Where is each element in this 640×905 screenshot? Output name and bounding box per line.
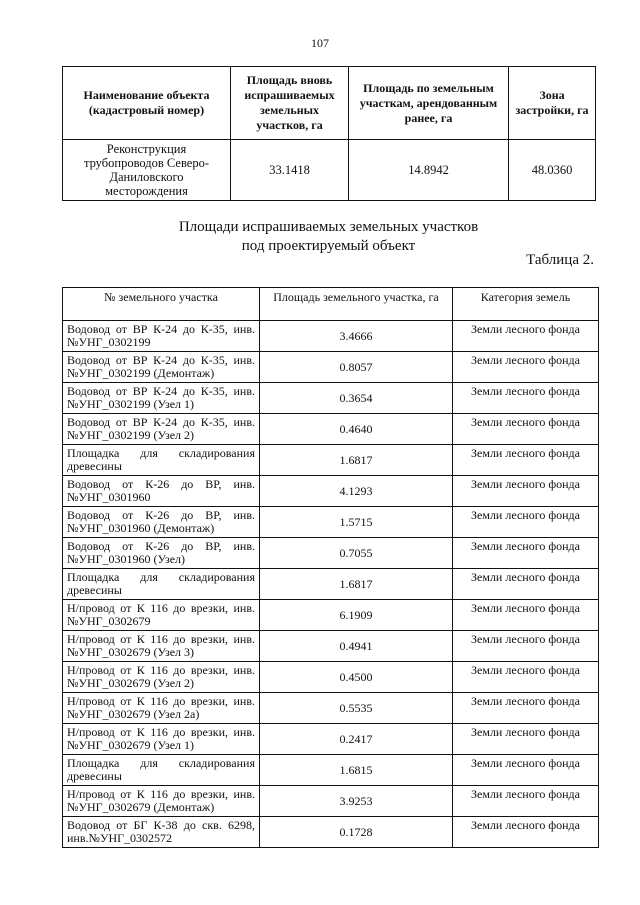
plot-category-cell: Земли лесного фонда (453, 352, 599, 383)
new-area-cell: 33.1418 (231, 140, 349, 201)
plot-name-cell: Н/провод от К 116 до врезки, инв.№УНГ_0302679 (63, 600, 260, 631)
plot-category-cell: Земли лесного фонда (453, 786, 599, 817)
section-heading-line-2: под проектируемый объект (241, 238, 416, 254)
header-leased-area: Площадь по земельным участкам, арендованным ранее, га (349, 67, 509, 140)
plot-category-cell: Земли лесного фонда (453, 445, 599, 476)
table-row (63, 600, 599, 631)
plot-name-cell: Н/провод от К 116 до врезки, инв.№УНГ_0302679 (Узел 2а) (63, 693, 260, 724)
plot-name-cell: Площадка для складирования древесины (63, 445, 260, 476)
plot-category-cell: Земли лесного фонда (453, 662, 599, 693)
table-row (63, 755, 599, 786)
table-row (63, 352, 599, 383)
plot-area-cell: 4.1293 (260, 476, 453, 507)
header-plot-area: Площадь земельного участка, га (260, 288, 453, 321)
plot-area-cell: 0.4640 (260, 414, 453, 445)
plot-area-cell: 0.1728 (260, 817, 453, 848)
plot-name-cell: Площадка для складирования древесины (63, 569, 260, 600)
plot-category-cell: Земли лесного фонда (453, 724, 599, 755)
plot-area-cell: 0.4500 (260, 662, 453, 693)
table-row (63, 538, 599, 569)
plot-name-cell: Водовод от ВР К-24 до К-35, инв.№УНГ_0302199 (Демонтаж) (63, 352, 260, 383)
plot-category-cell: Земли лесного фонда (453, 693, 599, 724)
plot-category-cell: Земли лесного фонда (453, 414, 599, 445)
table-label: Таблица 2. (526, 252, 594, 268)
plot-category-cell: Земли лесного фонда (453, 383, 599, 414)
page-number: 107 (311, 36, 329, 50)
plot-name-cell: Водовод от К-26 до ВР, инв.№УНГ_0301960 (63, 476, 260, 507)
summary-table (62, 66, 596, 201)
plot-name-cell: Водовод от К-26 до ВР, инв.№УНГ_0301960 (Демонтаж) (63, 507, 260, 538)
plot-category-cell: Земли лесного фонда (453, 817, 599, 848)
table-row (63, 693, 599, 724)
plot-name-cell: Н/провод от К 116 до врезки, инв.№УНГ_0302679 (Узел 2) (63, 662, 260, 693)
land-plots-header-row (63, 288, 599, 321)
section-heading (62, 218, 595, 256)
section-heading-line-1: Площади испрашиваемых земельных участков (178, 219, 479, 235)
plot-area-cell: 0.2417 (260, 724, 453, 755)
plot-area-cell: 0.8057 (260, 352, 453, 383)
plot-name-cell: Водовод от ВР К-24 до К-35, инв.№УНГ_0302199 (Узел 2) (63, 414, 260, 445)
plot-name-cell: Водовод от ВР К-24 до К-35, инв.№УНГ_0302199 (63, 321, 260, 352)
header-new-area: Площадь вновь испрашиваемых земельных участков, га (231, 67, 349, 140)
plot-area-cell: 0.4941 (260, 631, 453, 662)
table-row (63, 414, 599, 445)
plot-area-cell: 0.7055 (260, 538, 453, 569)
land-plots-table (62, 287, 599, 848)
table-row (63, 662, 599, 693)
plot-category-cell: Земли лесного фонда (453, 321, 599, 352)
plot-name-cell: Н/провод от К 116 до врезки, инв.№УНГ_0302679 (Узел 3) (63, 631, 260, 662)
plot-area-cell: 0.3654 (260, 383, 453, 414)
table-row (63, 476, 599, 507)
header-plot-number: № земельного участка (63, 288, 260, 321)
table-row (63, 631, 599, 662)
plot-name-cell: Н/провод от К 116 до врезки, инв.№УНГ_0302679 (Демонтаж) (63, 786, 260, 817)
table-row (63, 569, 599, 600)
summary-table-header-row (63, 67, 596, 140)
plot-name-cell: Водовод от К-26 до ВР, инв.№УНГ_0301960 (Узел) (63, 538, 260, 569)
plot-name-cell: Площадка для складирования древесины (63, 755, 260, 786)
plot-name-cell: Н/провод от К 116 до врезки, инв.№УНГ_0302679 (Узел 1) (63, 724, 260, 755)
plot-category-cell: Земли лесного фонда (453, 755, 599, 786)
table-row (63, 383, 599, 414)
plot-area-cell: 1.6817 (260, 569, 453, 600)
plot-category-cell: Земли лесного фонда (453, 600, 599, 631)
plot-category-cell: Земли лесного фонда (453, 476, 599, 507)
header-land-category: Категория земель (453, 288, 599, 321)
header-object-name: Наименование объекта (кадастровый номер) (63, 67, 231, 140)
plot-area-cell: 6.1909 (260, 600, 453, 631)
header-zone: Зона застройки, га (509, 67, 596, 140)
table-row (63, 817, 599, 848)
plot-category-cell: Земли лесного фонда (453, 569, 599, 600)
plot-area-cell: 0.5535 (260, 693, 453, 724)
object-name-cell: Реконструкция трубопроводов Северо-Даниловского месторождения (63, 140, 231, 201)
plot-name-cell: Водовод от ВР К-24 до К-35, инв.№УНГ_0302199 (Узел 1) (63, 383, 260, 414)
table-row (63, 724, 599, 755)
plot-category-cell: Земли лесного фонда (453, 538, 599, 569)
plot-area-cell: 3.4666 (260, 321, 453, 352)
plot-area-cell: 1.5715 (260, 507, 453, 538)
leased-area-cell: 14.8942 (349, 140, 509, 201)
table-row (63, 786, 599, 817)
table-row (63, 507, 599, 538)
table-row (63, 321, 599, 352)
table-row (63, 445, 599, 476)
plot-category-cell: Земли лесного фонда (453, 631, 599, 662)
zone-cell: 48.0360 (509, 140, 596, 201)
plot-name-cell: Водовод от БГ К-38 до скв. 6298, инв.№УНГ_0302572 (63, 817, 260, 848)
plot-category-cell: Земли лесного фонда (453, 507, 599, 538)
plot-area-cell: 3.9253 (260, 786, 453, 817)
table-row (63, 140, 596, 201)
plot-area-cell: 1.6817 (260, 445, 453, 476)
plot-area-cell: 1.6815 (260, 755, 453, 786)
